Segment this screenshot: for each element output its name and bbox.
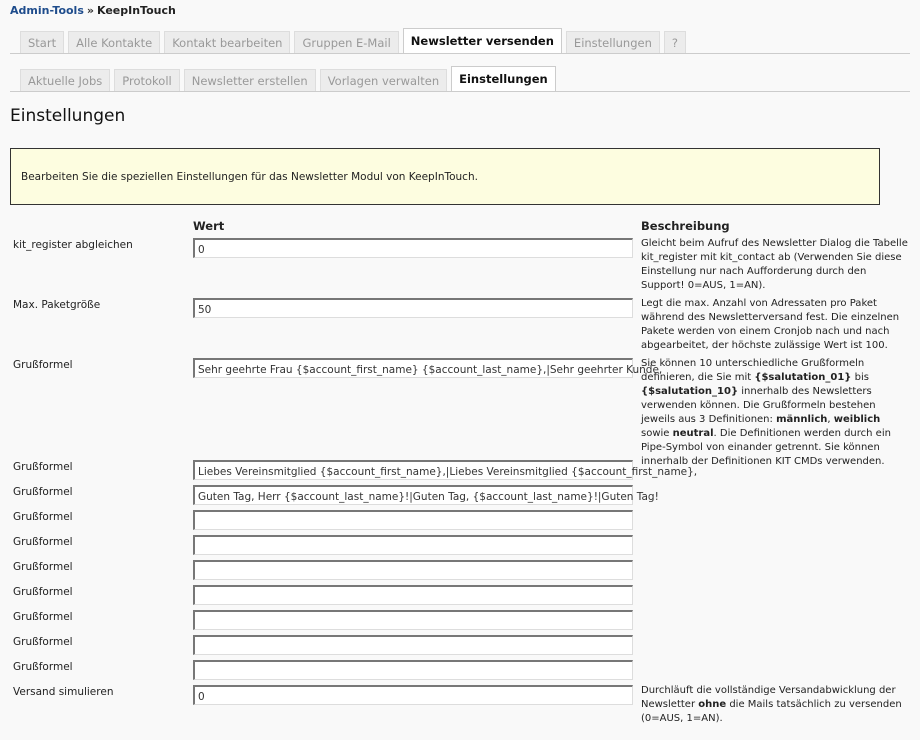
main-tab-divider [10,53,910,54]
sub-tab-divider [10,91,910,92]
setting-value-input[interactable]: 0 [193,238,633,258]
breadcrumb-separator: » [86,4,94,17]
setting-label: Grußformel [13,461,73,473]
description-text: sowie [641,428,673,439]
setting-label: Grußformel [13,561,73,573]
description-text: neutral [672,428,714,439]
page-title: Einstellungen [10,106,126,126]
column-header-value: Wert [193,219,225,233]
description-text: weiblich [833,414,881,425]
description-text: . Die Definitionen werden durch ein Pipe-Symbol von einander getrennt. Sie können innerhalb der Definitionen KIT CMDs verwenden. [641,428,891,467]
description-text: die Mails tatsächlich zu versenden (0=AUS, 1=AN). [641,699,902,724]
sub-tab-bar [20,69,556,91]
description-text: bis [851,372,869,383]
main-tab-6[interactable]: ? [664,31,686,53]
setting-label: Grußformel [13,611,73,623]
setting-value-input[interactable] [193,535,633,555]
setting-value-input[interactable]: 0 [193,685,633,705]
setting-value-input[interactable] [193,635,633,655]
description-text: Gleicht beim Aufruf des Newsletter Dialog die Tabelle kit_register mit kit_contact ab (Verwenden Sie diese Einstellung nur nach Aufforderung durch den Support! 0=AUS, 1=AN). [641,238,908,291]
main-tab-4[interactable]: Newsletter versenden [403,28,562,53]
sub-tab-3[interactable]: Vorlagen verwalten [320,69,447,91]
description-text: innerhalb des Newsletters verwenden können. Die Grußformeln bestehen jeweils aus 3 Definitionen: [641,386,876,425]
breadcrumb [10,4,176,17]
sub-tab-4[interactable]: Einstellungen [451,66,556,91]
setting-label: Versand simulieren [13,686,114,698]
setting-label: Grußformel [13,536,73,548]
description-text: {$salutation_10} [641,386,739,397]
setting-value-input[interactable] [193,610,633,630]
setting-label: Max. Paketgröße [13,299,101,311]
column-header-description: Beschreibung [641,219,730,233]
sub-tab-1[interactable]: Protokoll [114,69,179,91]
setting-value-input[interactable] [193,510,633,530]
sub-tab-2[interactable]: Newsletter erstellen [184,69,316,91]
setting-description [641,684,909,726]
setting-label: kit_register abgleichen [13,239,133,251]
setting-label: Grußformel [13,486,73,498]
description-text: Legt die max. Anzahl von Adressaten pro Paket während des Newsletterversand fest. Die einzelnen Pakete werden von einem Cronjob nach und nach abgearbeitet, der höchste zulässige Wert ist 100. [641,298,900,351]
breadcrumb-root-link[interactable]: Admin-Tools [10,4,84,17]
main-tab-5[interactable]: Einstellungen [566,31,660,53]
setting-value-input[interactable] [193,560,633,580]
sub-tab-0[interactable]: Aktuelle Jobs [20,69,110,91]
main-tab-bar [20,31,686,53]
description-text: Sie können 10 unterschiedliche Grußformeln definieren, die Sie mit [641,358,865,383]
description-text: ohne [698,699,727,710]
setting-label: Grußformel [13,586,73,598]
main-tab-0[interactable]: Start [20,31,64,53]
setting-description [641,357,909,469]
main-tab-1[interactable]: Alle Kontakte [68,31,160,53]
breadcrumb-current: KeepInTouch [96,4,176,17]
setting-label: Grußformel [13,359,73,371]
setting-description [641,237,909,293]
intro-message: Bearbeiten Sie die speziellen Einstellungen für das Newsletter Modul von KeepInTouch. [10,148,880,205]
description-text: Durchläuft die vollständige Versandabwicklung der Newsletter [641,685,896,710]
main-tab-2[interactable]: Kontakt bearbeiten [164,31,290,53]
setting-description [641,297,909,353]
setting-value-input[interactable]: Sehr geehrte Frau {$account_first_name} {$account_last_name},|Sehr geehrter Kunde, [193,358,633,378]
description-text: {$salutation_01} [754,372,852,383]
setting-value-input[interactable]: Guten Tag, Herr {$account_last_name}!|Guten Tag, {$account_last_name}!|Guten Tag! [193,485,633,505]
setting-value-input[interactable] [193,660,633,680]
description-text: , [827,414,834,425]
setting-value-input[interactable]: 50 [193,298,633,318]
setting-value-input[interactable]: Liebes Vereinsmitglied {$account_first_name},|Liebes Vereinsmitglied {$account_first_name}, [193,460,633,480]
main-tab-3[interactable]: Gruppen E-Mail [294,31,398,53]
setting-label: Grußformel [13,636,73,648]
setting-label: Grußformel [13,661,73,673]
setting-label: Grußformel [13,511,73,523]
description-text: männlich [776,414,828,425]
setting-value-input[interactable] [193,585,633,605]
